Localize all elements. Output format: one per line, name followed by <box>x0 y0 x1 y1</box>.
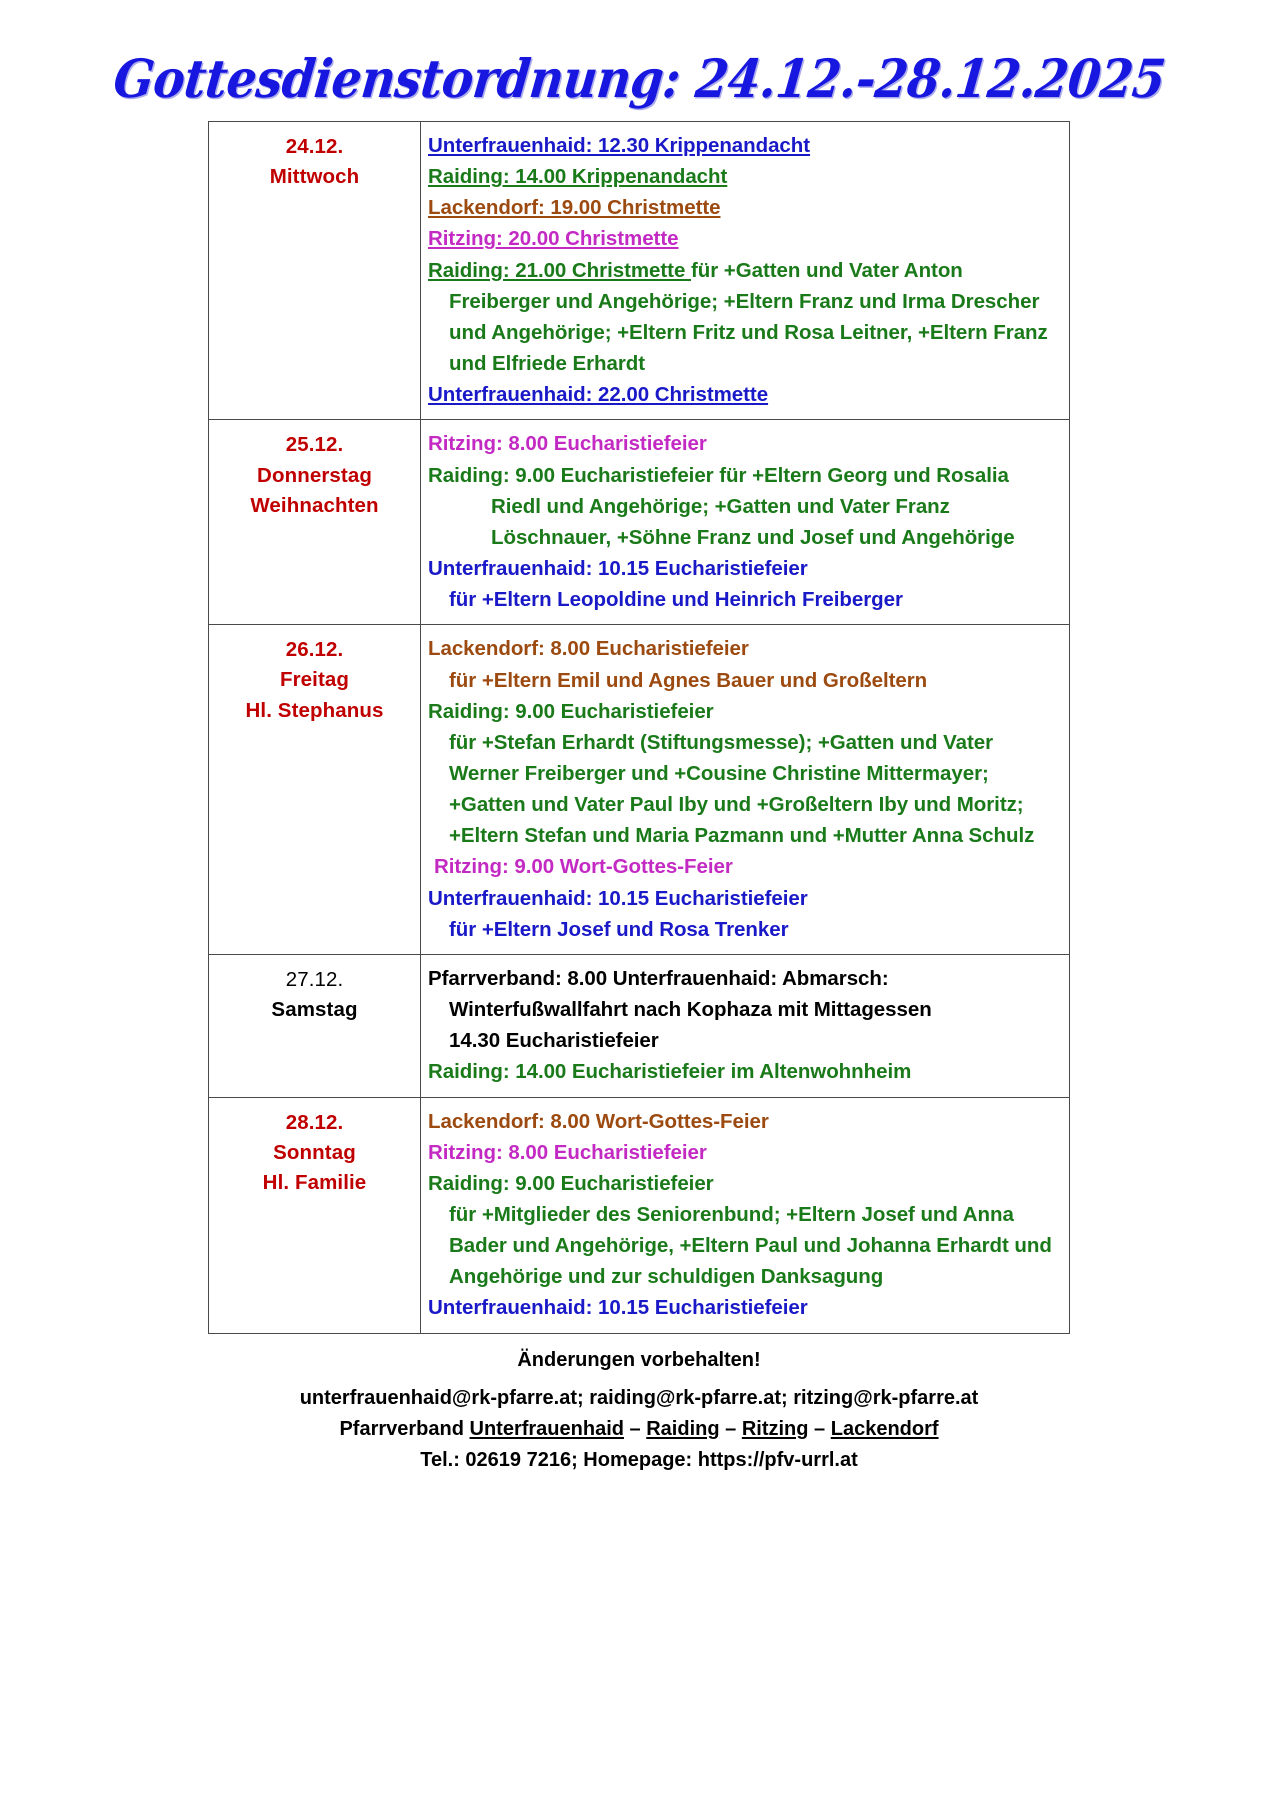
table-row <box>209 1097 1070 1333</box>
service-line <box>428 553 1063 584</box>
service-heading: Ritzing: 9.00 Wort-Gottes-Feier <box>434 855 733 879</box>
service-intention: für +Mitglieder des Seniorenbund; +Eltern Josef und Anna <box>449 1203 1014 1226</box>
footer-parish-line <box>0 1414 1278 1445</box>
service-line <box>428 379 1063 410</box>
service-line <box>428 460 1063 491</box>
day-weekday: Freitag <box>279 668 350 692</box>
parish-name: Raiding <box>646 1418 720 1440</box>
service-heading: Lackendorf: 8.00 Eucharistiefeier <box>428 637 749 661</box>
service-heading: Raiding: 9.00 Eucharistiefeier <box>428 1171 714 1195</box>
service-heading: Unterfrauenhaid: 12.30 Krippenandacht <box>428 134 811 157</box>
title-container <box>0 0 1278 121</box>
day-feast: Weihnachten <box>250 493 379 517</box>
day-weekday: Donnerstag <box>257 463 372 487</box>
service-intention: und Elfriede Erhardt <box>449 352 646 376</box>
service-heading: Lackendorf: 19.00 Christmette <box>428 196 721 220</box>
service-heading: Raiding: 14.00 Eucharistiefeier im Altenwohnheim <box>428 1060 912 1084</box>
service-heading: Ritzing: 8.00 Eucharistiefeier <box>428 1140 707 1164</box>
service-intention: für +Gatten und Vater Anton <box>690 258 963 282</box>
service-intention: Freiberger und Angehörige; +Eltern Franz und Irma Drescher <box>449 289 1040 313</box>
parish-separator: – <box>719 1418 742 1440</box>
service-line <box>428 286 1063 317</box>
service-line <box>428 192 1063 223</box>
service-line <box>428 584 1063 615</box>
service-line <box>428 428 1063 459</box>
service-line <box>428 633 1063 664</box>
service-intention: Angehörige und zur schuldigen Danksagung <box>449 1265 884 1289</box>
service-intention: für +Eltern Josef und Rosa Trenker <box>449 917 789 941</box>
service-line <box>428 255 1063 286</box>
service-intention: Winterfußwallfahrt nach Kophaza mit Mittagessen <box>449 998 932 1022</box>
service-line <box>428 665 1063 696</box>
footer-contact: Tel.: 02619 7216; Homepage: https://pfv-urrl.at <box>420 1449 858 1472</box>
service-line <box>428 1025 1063 1056</box>
footer <box>0 1345 1278 1477</box>
service-line <box>428 1261 1063 1292</box>
table-row <box>209 954 1070 1097</box>
day-cell <box>209 954 421 1097</box>
service-line <box>428 130 1063 161</box>
day-date: 24.12. <box>285 135 344 158</box>
service-intention: +Gatten und Vater Paul Iby und +Großeltern Iby und Moritz; <box>449 793 1024 817</box>
service-line <box>428 820 1063 851</box>
service-line <box>428 914 1063 945</box>
parish-separator: – <box>808 1418 831 1440</box>
footer-emails: unterfrauenhaid@rk-pfarre.at; raiding@rk-pfarre.at; ritzing@rk-pfarre.at <box>299 1386 979 1409</box>
service-line <box>428 317 1063 348</box>
service-heading: Ritzing: 8.00 Eucharistiefeier <box>428 432 707 456</box>
service-line <box>428 1292 1063 1323</box>
day-date: 28.12. <box>285 1110 344 1134</box>
service-line <box>428 963 1063 994</box>
day-cell <box>209 122 421 420</box>
service-line <box>428 1199 1063 1230</box>
service-heading: Raiding: 9.00 Eucharistiefeier <box>428 699 714 723</box>
service-line <box>428 348 1063 379</box>
table-row <box>209 122 1070 420</box>
day-cell <box>209 625 421 955</box>
service-line <box>428 1106 1063 1137</box>
day-feast: Hl. Familie <box>262 1170 367 1194</box>
service-heading: Raiding: 9.00 Eucharistiefeier für +Eltern Georg und Rosalia <box>428 463 1009 487</box>
parish-separator: – <box>623 1418 647 1440</box>
service-intention: und Angehörige; +Eltern Fritz und Rosa Leitner, +Eltern Franz <box>449 320 1048 344</box>
service-line <box>428 1137 1063 1168</box>
service-heading: Unterfrauenhaid: 10.15 Eucharistiefeier <box>428 1296 808 1320</box>
service-intention: 14.30 Eucharistiefeier <box>449 1029 659 1053</box>
service-line <box>428 994 1063 1025</box>
service-heading: Raiding: 14.00 Krippenandacht <box>428 165 728 189</box>
events-cell <box>421 625 1070 955</box>
table-row <box>209 625 1070 955</box>
parish-label: Pfarrverband <box>339 1418 470 1440</box>
service-intention: für +Stefan Erhardt (Stiftungsmesse); +Gatten und Vater <box>449 730 994 754</box>
table-row <box>209 420 1070 625</box>
events-cell <box>421 122 1070 420</box>
footer-disclaimer: Änderungen vorbehalten! <box>517 1348 761 1371</box>
service-intention: Löschnauer, +Söhne Franz und Josef und Angehörige <box>491 525 1015 549</box>
service-line <box>428 491 1063 522</box>
service-line <box>428 1230 1063 1261</box>
service-line <box>428 1056 1063 1087</box>
service-line <box>428 789 1063 820</box>
service-heading: Unterfrauenhaid: 10.15 Eucharistiefeier <box>428 886 808 910</box>
service-line <box>428 223 1063 254</box>
service-heading: Unterfrauenhaid: 10.15 Eucharistiefeier <box>428 557 808 581</box>
day-weekday: Samstag <box>271 998 358 1022</box>
parish-name: Unterfrauenhaid <box>469 1418 624 1440</box>
service-intention: Riedl und Angehörige; +Gatten und Vater Franz <box>491 494 950 518</box>
service-heading: Raiding: 21.00 Christmette <box>428 258 691 282</box>
service-intention: +Eltern Stefan und Maria Pazmann und +Mutter Anna Schulz <box>449 824 1035 848</box>
events-cell <box>421 1097 1070 1333</box>
day-date: 25.12. <box>285 433 344 457</box>
day-weekday: Mittwoch <box>269 165 360 189</box>
service-heading: Lackendorf: 8.00 Wort-Gottes-Feier <box>428 1109 769 1133</box>
service-heading: Unterfrauenhaid: 22.00 Christmette <box>428 383 769 407</box>
service-line <box>428 883 1063 914</box>
day-cell <box>209 1097 421 1333</box>
service-intention: für +Eltern Emil und Agnes Bauer und Großeltern <box>449 668 928 692</box>
service-intention: Bader und Angehörige, +Eltern Paul und Johanna Erhardt und <box>449 1234 1052 1258</box>
service-line <box>428 727 1063 758</box>
service-line <box>428 851 1063 882</box>
service-line <box>428 696 1063 727</box>
service-intention: für +Eltern Leopoldine und Heinrich Freiberger <box>449 588 903 612</box>
service-line <box>428 758 1063 789</box>
day-cell <box>209 420 421 625</box>
day-feast: Hl. Stephanus <box>245 698 384 722</box>
day-weekday: Sonntag <box>273 1140 356 1164</box>
page-title: Gottesdienstordnung: 24.12.-28.12.2025 <box>110 48 1168 111</box>
service-schedule-table <box>208 121 1070 1334</box>
day-date: 26.12. <box>285 638 344 662</box>
parish-name: Ritzing <box>741 1418 809 1440</box>
service-heading: Ritzing: 20.00 Christmette <box>428 227 679 251</box>
parish-name: Lackendorf <box>830 1418 939 1440</box>
day-date: 27.12. <box>285 967 344 991</box>
service-line <box>428 1168 1063 1199</box>
service-line <box>428 522 1063 553</box>
service-line <box>428 161 1063 192</box>
service-heading: Pfarrverband: 8.00 Unterfrauenhaid: Abmarsch: <box>428 966 889 990</box>
events-cell <box>421 420 1070 625</box>
events-cell <box>421 954 1070 1097</box>
service-intention: Werner Freiberger und +Cousine Christine Mittermayer; <box>449 761 989 785</box>
